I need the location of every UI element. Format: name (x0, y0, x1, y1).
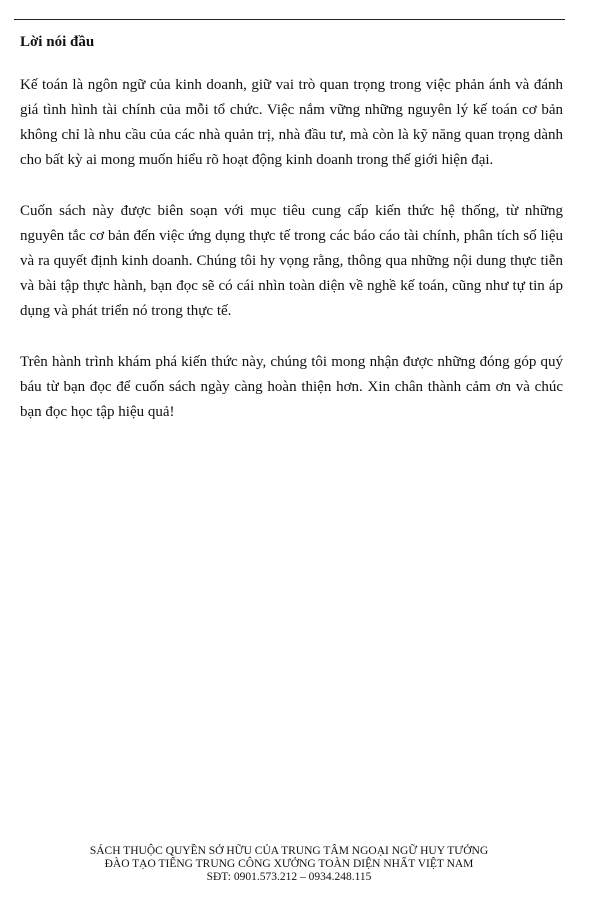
paragraph-3: Trên hành trình khám phá kiến thức này, chúng tôi mong nhận được những đóng góp quý báu từ bạn đọc để cuốn sách ngày càng hoàn thiện hơn. Xin chân thành cảm ơn và chúc bạn đọc học tập hiệu quả! (20, 354, 563, 420)
page-heading: Lời nói đầu (20, 34, 95, 50)
page-footer (0, 845, 578, 884)
footer-tagline: ĐÀO TẠO TIẾNG TRUNG CÔNG XƯỞNG TOÀN DIỆN NHẤT VIỆT NAM (104, 858, 474, 870)
footer-phone: SĐT: 0901.573.212 – 0934.248.115 (206, 871, 372, 883)
footer-ownership: SÁCH THUỘC QUYỀN SỞ HỮU CỦA TRUNG TÂM NGOẠI NGỮ HUY TƯỞNG (89, 845, 489, 857)
header-rule (14, 19, 565, 20)
paragraph-2: Cuốn sách này được biên soạn với mục tiêu cung cấp kiến thức hệ thống, từ những nguyên tắc cơ bản đến việc ứng dụng thực tế trong các báo cáo tài chính, phân tích số liệu và ra quyết định kinh doanh. Chúng tôi hy vọng rằng, thông qua những nội dung thực tiễn và bài tập thực hành, bạn đọc sẽ có cái nhìn toàn diện về nghề kế toán, cũng như tự tin áp dụng và phát triển nó trong thực tế. (20, 203, 563, 319)
preface-body (20, 73, 563, 451)
paragraph-1: Kế toán là ngôn ngữ của kinh doanh, giữ vai trò quan trọng trong việc phản ánh và đánh giá tình hình tài chính của mỗi tổ chức. Việc nắm vững những nguyên lý kế toán cơ bản không chỉ là nhu cầu của các nhà quản trị, nhà đầu tư, mà còn là kỹ năng quan trọng dành cho bất kỳ ai mong muốn hiểu rõ hoạt động kinh doanh trong thế giới hiện đại. (20, 77, 563, 168)
